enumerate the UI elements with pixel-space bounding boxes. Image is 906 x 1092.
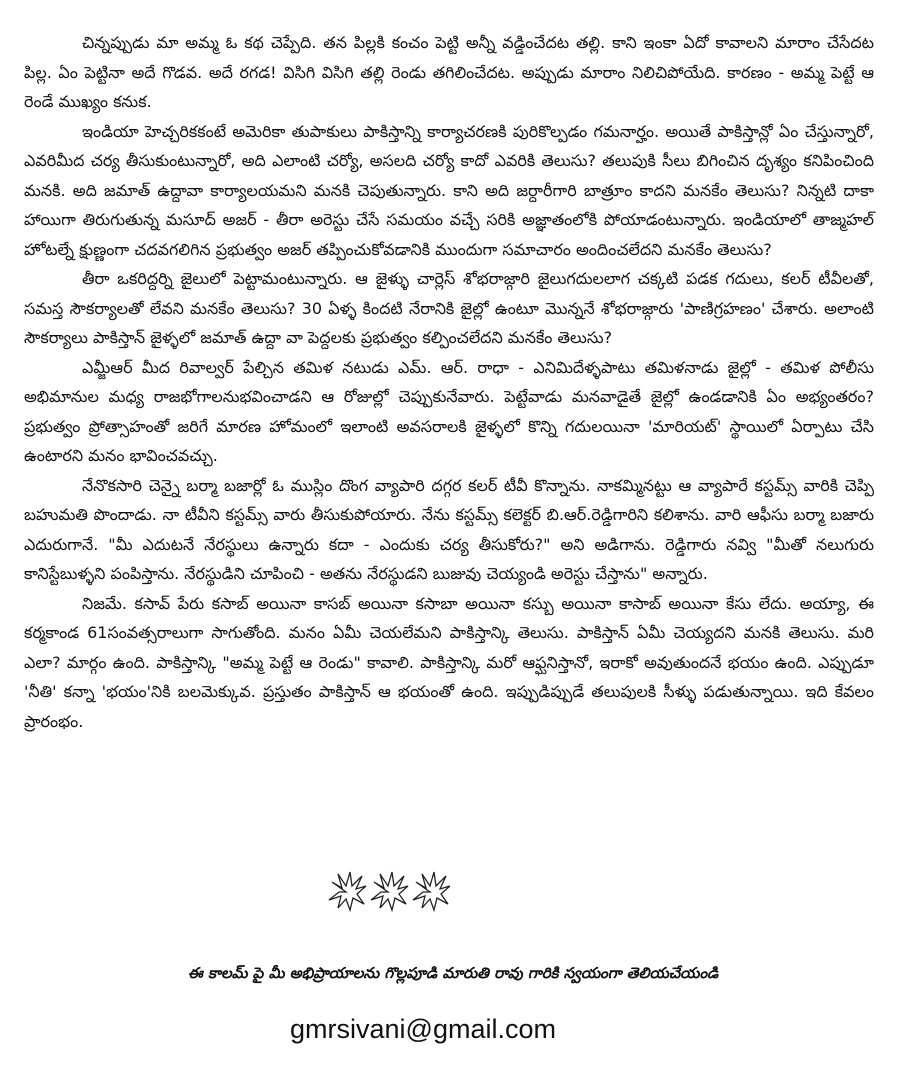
article-paragraph: నేనొకసారి చెన్నై బర్మా బజార్లో ఓ ముస్లిం దొంగ వ్యాపారి దగ్గర కలర్ టీవీ కొన్నాను. నాకమ్మినట్టు ఆ వ్యాపారే కస్టమ్స్ వారికి చెప్పి బహుమతి పొందాడు. నా టీవీని కస్టమ్స్ వారు తీసుకుపోయారు. నేను కస్టమ్స్ కలెక్టర్ బి.ఆర్.రెడ్డిగారిని కలిశాను. వారి ఆఫీసు బర్మా బజారు ఎదురుగానే. "మీ ఎదుటనే నేరస్థులు ఉన్నారు కదా - ఎందుకు చర్య తీసుకోరు?" అని అడిగాను. రెడ్డిగారు నవ్వి "మీతో నలుగురు కానిస్టేబుళ్ళని పంపిస్తాను. నేరస్థుడిని చూపించి - అతను నేరస్థుడని బుజువు చెయ్యండి అరెస్టు చేస్తాను" అన్నారు. bbox=[24, 475, 874, 583]
starburst-divider-svg bbox=[326, 870, 450, 914]
article-paragraph: తీరా ఒకరిద్దర్ని జైలులో పెట్టామంటున్నారు. ఆ జైళ్ళు చార్లెస్ శోభరాజ్గారి జైలుగదులలాగ చక్కటి పడక గదులు, కలర్ టీవీలతో, సమస్త సౌకర్యాలతో లేవని మనకేం తెలుసు? 30 ఏళ్ళ కిందటి నేరానికి జైల్లో ఉంటూ మొన్ననే శోభరాజ్గారు 'పాణిగ్రహణం' చేశారు. అలాంటి సౌకర్యాలు పాకిస్తాన్ జైళ్ళలో జమాత్ ఉద్దా వా పెద్దలకు ప్రభుత్వం కల్పించలేదని మనకేం తెలుసు? bbox=[24, 269, 874, 347]
article-paragraph: ఎమ్జీఆర్ మీద రివాల్వర్ పేల్చిన తమిళ నటుడు ఎమ్. ఆర్. రాధా - ఎనిమిదేళ్ళపాటు తమిళనాడు జైల్లో - తమిళ పోలీసు అభిమానుల మధ్య రాజభోగాలనుభవించాడని ఆ రోజుల్లో చెప్పుకునేవారు. పెట్టేవాడు మనవాడైతే జైల్లో ఉండడానికి ఏం అభ్యంతరం? ప్రభుత్వం ప్రోత్సాహంతో జరిగే మారణ హోమంలో ఇలాంటి అవసరాలకి జైళ్ళలో కొన్ని గదులయినా 'మారియట్' స్థాయిలో ఏర్పాటు చేసి ఉంటారని మనం భావించవచ్చు. bbox=[24, 357, 874, 465]
starburst-divider-icon bbox=[326, 870, 450, 914]
feedback-note: ఈ కాలమ్ పై మీ అభిప్రాయాలను గొల్లపూడి మారుతి రావు గారికి స్వయంగా తెలియచేయండి bbox=[187, 964, 719, 982]
article-body bbox=[24, 28, 874, 736]
starburst-icon bbox=[413, 872, 450, 910]
contact-email[interactable]: gmrsivani@gmail.com bbox=[290, 1014, 556, 1044]
starburst-icon bbox=[371, 872, 408, 910]
article-paragraph: చిన్నప్పుడు మా అమ్మ ఓ కథ చెప్పేది. తన పిల్లకి కంచం పెట్టి అన్నీ వడ్డించేదట తల్లి. కాని ఇంకా ఏదో కావాలని మారాం చేసేదట పిల్ల. ఏం పెట్టినా అదే గొడవ. అదే రగడ! విసిగి విసిగి తల్లి రెండు తగిలించేదట. అప్పుడు మారాం నిలిచిపోయేది. కారణం - అమ్మ పెట్టే ఆ రెండే ముఖ్యం కనుక. bbox=[24, 33, 874, 111]
article-paragraph: నిజమే. కసావ్ పేరు కసాబ్ అయినా కాసబ్ అయినా కసాబా అయినా కస్బు అయినా కాసాబ్ అయినా కేసు లేదు. అయ్యా, ఈ కర్మకాండ 61సంవత్సరాలుగా సాగుతోంది. మనం ఏమీ చెయలేమని పాకిస్తాన్కి తెలుసు. పాకిస్తాన్ ఏమీ చెయ్యదని మనకి తెలుసు. మరి ఎలా? మార్గం ఉంది. పాకిస్తాన్కి "అమ్మ పెట్టే ఆ రెండు" కావాలి. పాకిస్తాన్కి మరో ఆఫ్ఘనిస్తానో, ఇరాకో అవుతుందనే భయం ఉంది. ఎప్పుడూ 'నీతి' కన్నా 'భయం'నికి బలమెక్కువ. ప్రస్తుతం పాకిస్తాన్ ఆ భయంతో ఉంది. ఇప్పుడిప్పుడే తలుపులకి సీళ్ళు పడుతున్నాయి. ఇది కేవలం ప్రారంభం. bbox=[24, 593, 874, 731]
article-paragraph: ఇండియా హెచ్చరికకంటే అమెరికా తుపాకులు పాకిస్తాన్ని కార్యాచరణకి పురికొల్పడం గమనార్హం. అయితే పాకిస్తాన్లో ఏం చేస్తున్నారో, ఎవరిమీద చర్య తీసుకుంటున్నారో, అది ఎలాంటి చర్యో, అసలది చర్యో కాదో ఎవరికి తెలుసు? తలుపుకి సీలు బిగించిన దృశ్యం కనిపించింది మనకి. అది జమాత్ ఉద్దావా కార్యాలయమని మనకి చెపుతున్నారు. కాని అది జర్దారీగారి బాత్రూం కాదని మనకేం తెలుసు? నిన్నటి దాకా హాయిగా తిరుగుతున్న మసూద్ అజర్ - తీరా అరెస్టు చేసే సమయం వచ్చే సరికి అజ్ఞాతంలోకి పోయాడంటున్నారు. ఇండియాలో తాజ్మహల్ హోటల్నే క్షుణ్ణంగా చదవగలిగిన ప్రభుత్వం అజర్ తప్పించుకోవడానికి ముందుగా సమాచారం అందించలేదని మనకేం తెలుసు? bbox=[24, 121, 874, 259]
starburst-icon bbox=[329, 872, 366, 910]
